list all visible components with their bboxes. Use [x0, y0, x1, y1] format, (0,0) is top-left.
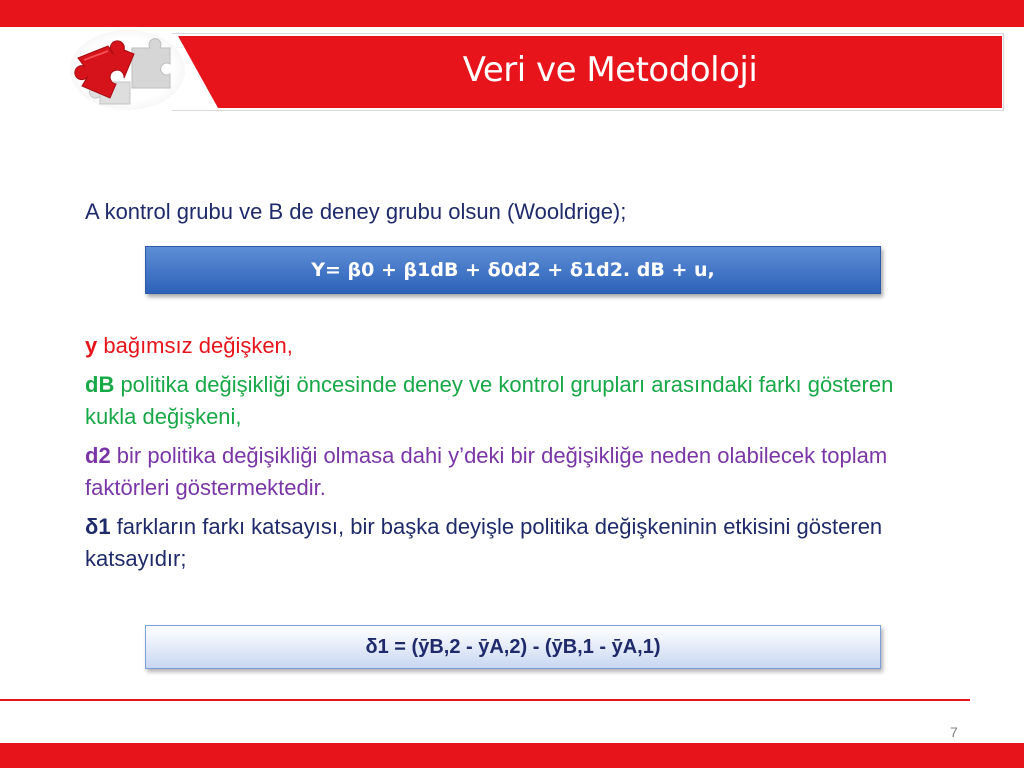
delta-formula: δ1 = (ȳB,2 - ȳA,2) - (ȳB,1 - ȳA,1) — [365, 635, 661, 658]
slide-title: Veri ve Metodoloji — [462, 50, 758, 90]
definitions-list — [85, 330, 915, 582]
definition-text: bir politika değişikliği olmasa dahi y’deki bir değişikliğe neden olabilecek toplam faktörleri göstermektedir. — [85, 443, 888, 500]
definition-d2 — [85, 440, 915, 504]
definition-text: bağımsız değişken, — [97, 333, 293, 358]
definition-db — [85, 369, 915, 433]
puzzle-logo-icon — [70, 30, 185, 110]
top-red-bar — [0, 0, 1024, 27]
definition-y — [85, 330, 915, 362]
definition-text: politika değişikliği öncesinde deney ve kontrol grupları arasındaki farkı gösteren kukla değişkeni, — [85, 372, 894, 429]
bottom-red-bar — [0, 743, 1024, 768]
definition-text: farkların farkı katsayısı, bir başka deyişle politika değişkeninin etkisini gösteren katsayıdır; — [85, 514, 883, 571]
definition-term: δ1 — [85, 514, 111, 539]
definition-term: d2 — [85, 443, 111, 468]
definition-delta1 — [85, 511, 915, 575]
delta-formula-box — [145, 625, 881, 669]
bottom-divider — [0, 699, 970, 701]
page-number: 7 — [950, 724, 958, 740]
definition-term: dB — [85, 372, 115, 397]
regression-formula-box — [145, 246, 881, 294]
definition-term: y — [85, 333, 98, 358]
intro-text: A kontrol grubu ve B de deney grubu olsun (Wooldrige); — [85, 199, 627, 224]
regression-formula: Y= β0 + β1dB + δ0d2 + δ1d2. dB + u, — [311, 259, 715, 281]
